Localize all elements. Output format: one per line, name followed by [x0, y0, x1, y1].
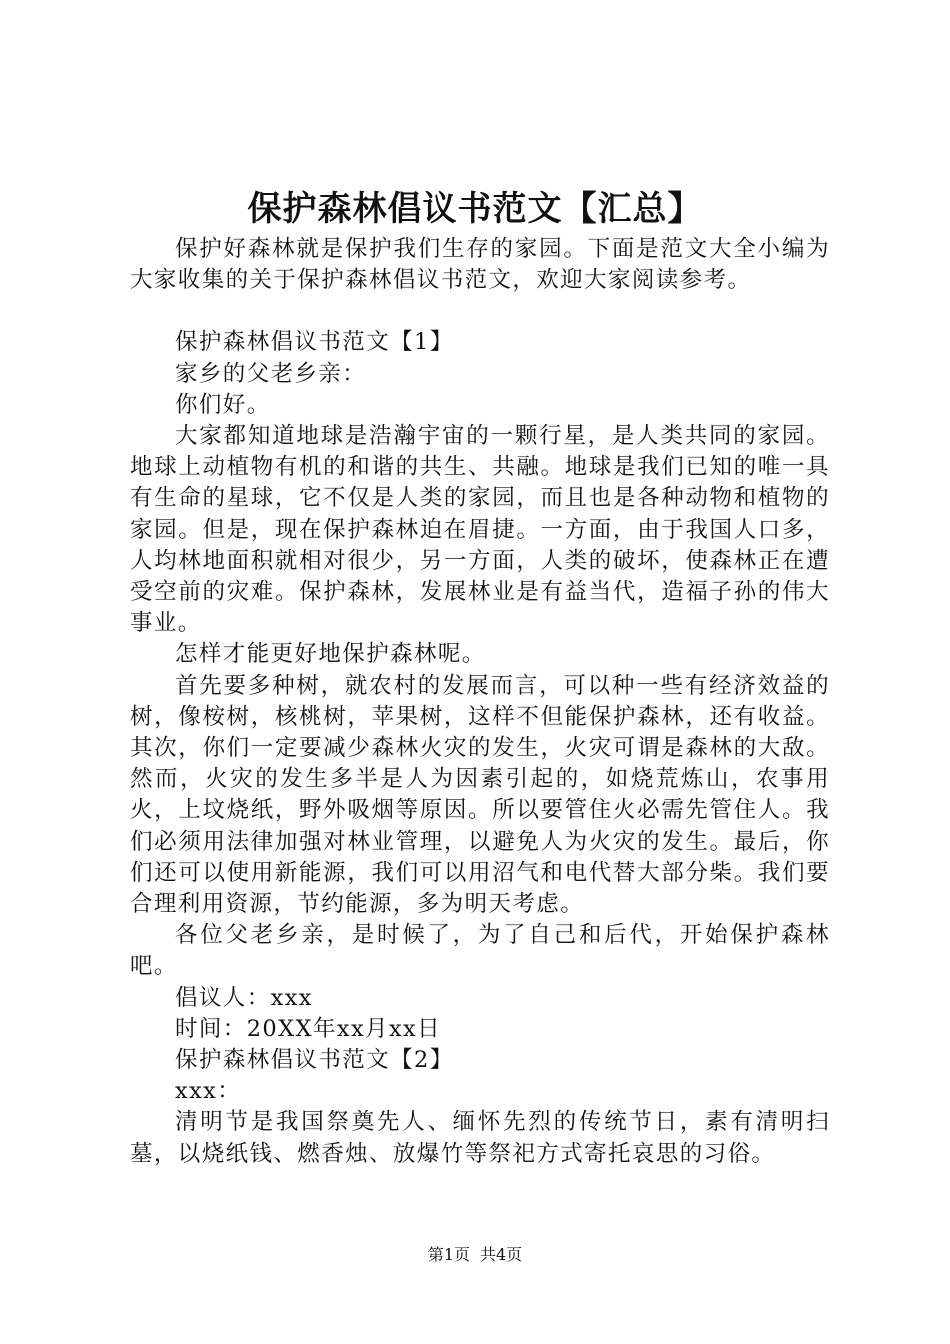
- page-total: 共4页: [480, 1245, 523, 1264]
- date-line: 时间：20XX年xx月xx日: [175, 1015, 442, 1042]
- document-title: 保护森林倡议书范文【汇总】: [247, 189, 703, 229]
- section-heading-1: 保护森林倡议书范文【1】: [175, 329, 454, 356]
- paragraph-earth: 大家都知道地球是浩瀚宇宙的一颗行星，是人类共同的家园。地球上动植物有机的和谐的共生、共融。地球是我们已知的唯一具有生命的星球，它不仅是人类的家园，而且也是各种动物和植物的家园。但是，现在保护森林迫在眉捷。一方面，由于我国人口多，人均林地面积就相对很少，另一方面，人类的破坏，使森林正在遭受空前的灾难。保护森林，发展林业是有益当代，造福子孙的伟大事业。: [130, 423, 830, 637]
- initiator-line: 倡议人：xxx: [175, 984, 313, 1011]
- document-body: [130, 234, 830, 1170]
- salutation-2: xxx：: [175, 1078, 242, 1105]
- paragraph-question: 怎样才能更好地保护森林呢。: [175, 641, 486, 668]
- section-heading-2: 保护森林倡议书范文【2】: [175, 1047, 454, 1074]
- page-number: 第1页: [427, 1245, 470, 1264]
- greeting-1: 你们好。: [175, 391, 271, 418]
- paragraph-qingming: 清明节是我国祭奠先人、缅怀先烈的传统节日，素有清明扫墓，以烧纸钱、燃香烛、放爆竹等祭祀方式寄托哀思的习俗。: [130, 1109, 830, 1167]
- page-footer: [0, 1244, 950, 1266]
- intro-paragraph: 保护好森林就是保护我们生存的家园。下面是范文大全小编为大家收集的关于保护森林倡议书范文，欢迎大家阅读参考。: [130, 236, 830, 294]
- paragraph-closing: 各位父老乡亲，是时候了，为了自己和后代，开始保护森林吧。: [130, 922, 830, 980]
- paragraph-measures: 首先要多种树，就农村的发展而言，可以种一些有经济效益的树，像桉树，核桃树，苹果树，这样不但能保护森林，还有收益。其次，你们一定要减少森林火灾的发生，火灾可谓是森林的大敌。然而，火灾的发生多半是人为因素引起的，如烧荒炼山，农事用火，上坟烧纸，野外吸烟等原因。所以要管住火必需先管住人。我们必须用法律加强对林业管理，以避免人为火灾的发生。最后，你们还可以使用新能源，我们可以用沼气和电代替大部分柴。我们要合理利用资源，节约能源，多为明天考虑。: [130, 672, 830, 918]
- salutation-1: 家乡的父老乡亲：: [175, 360, 367, 387]
